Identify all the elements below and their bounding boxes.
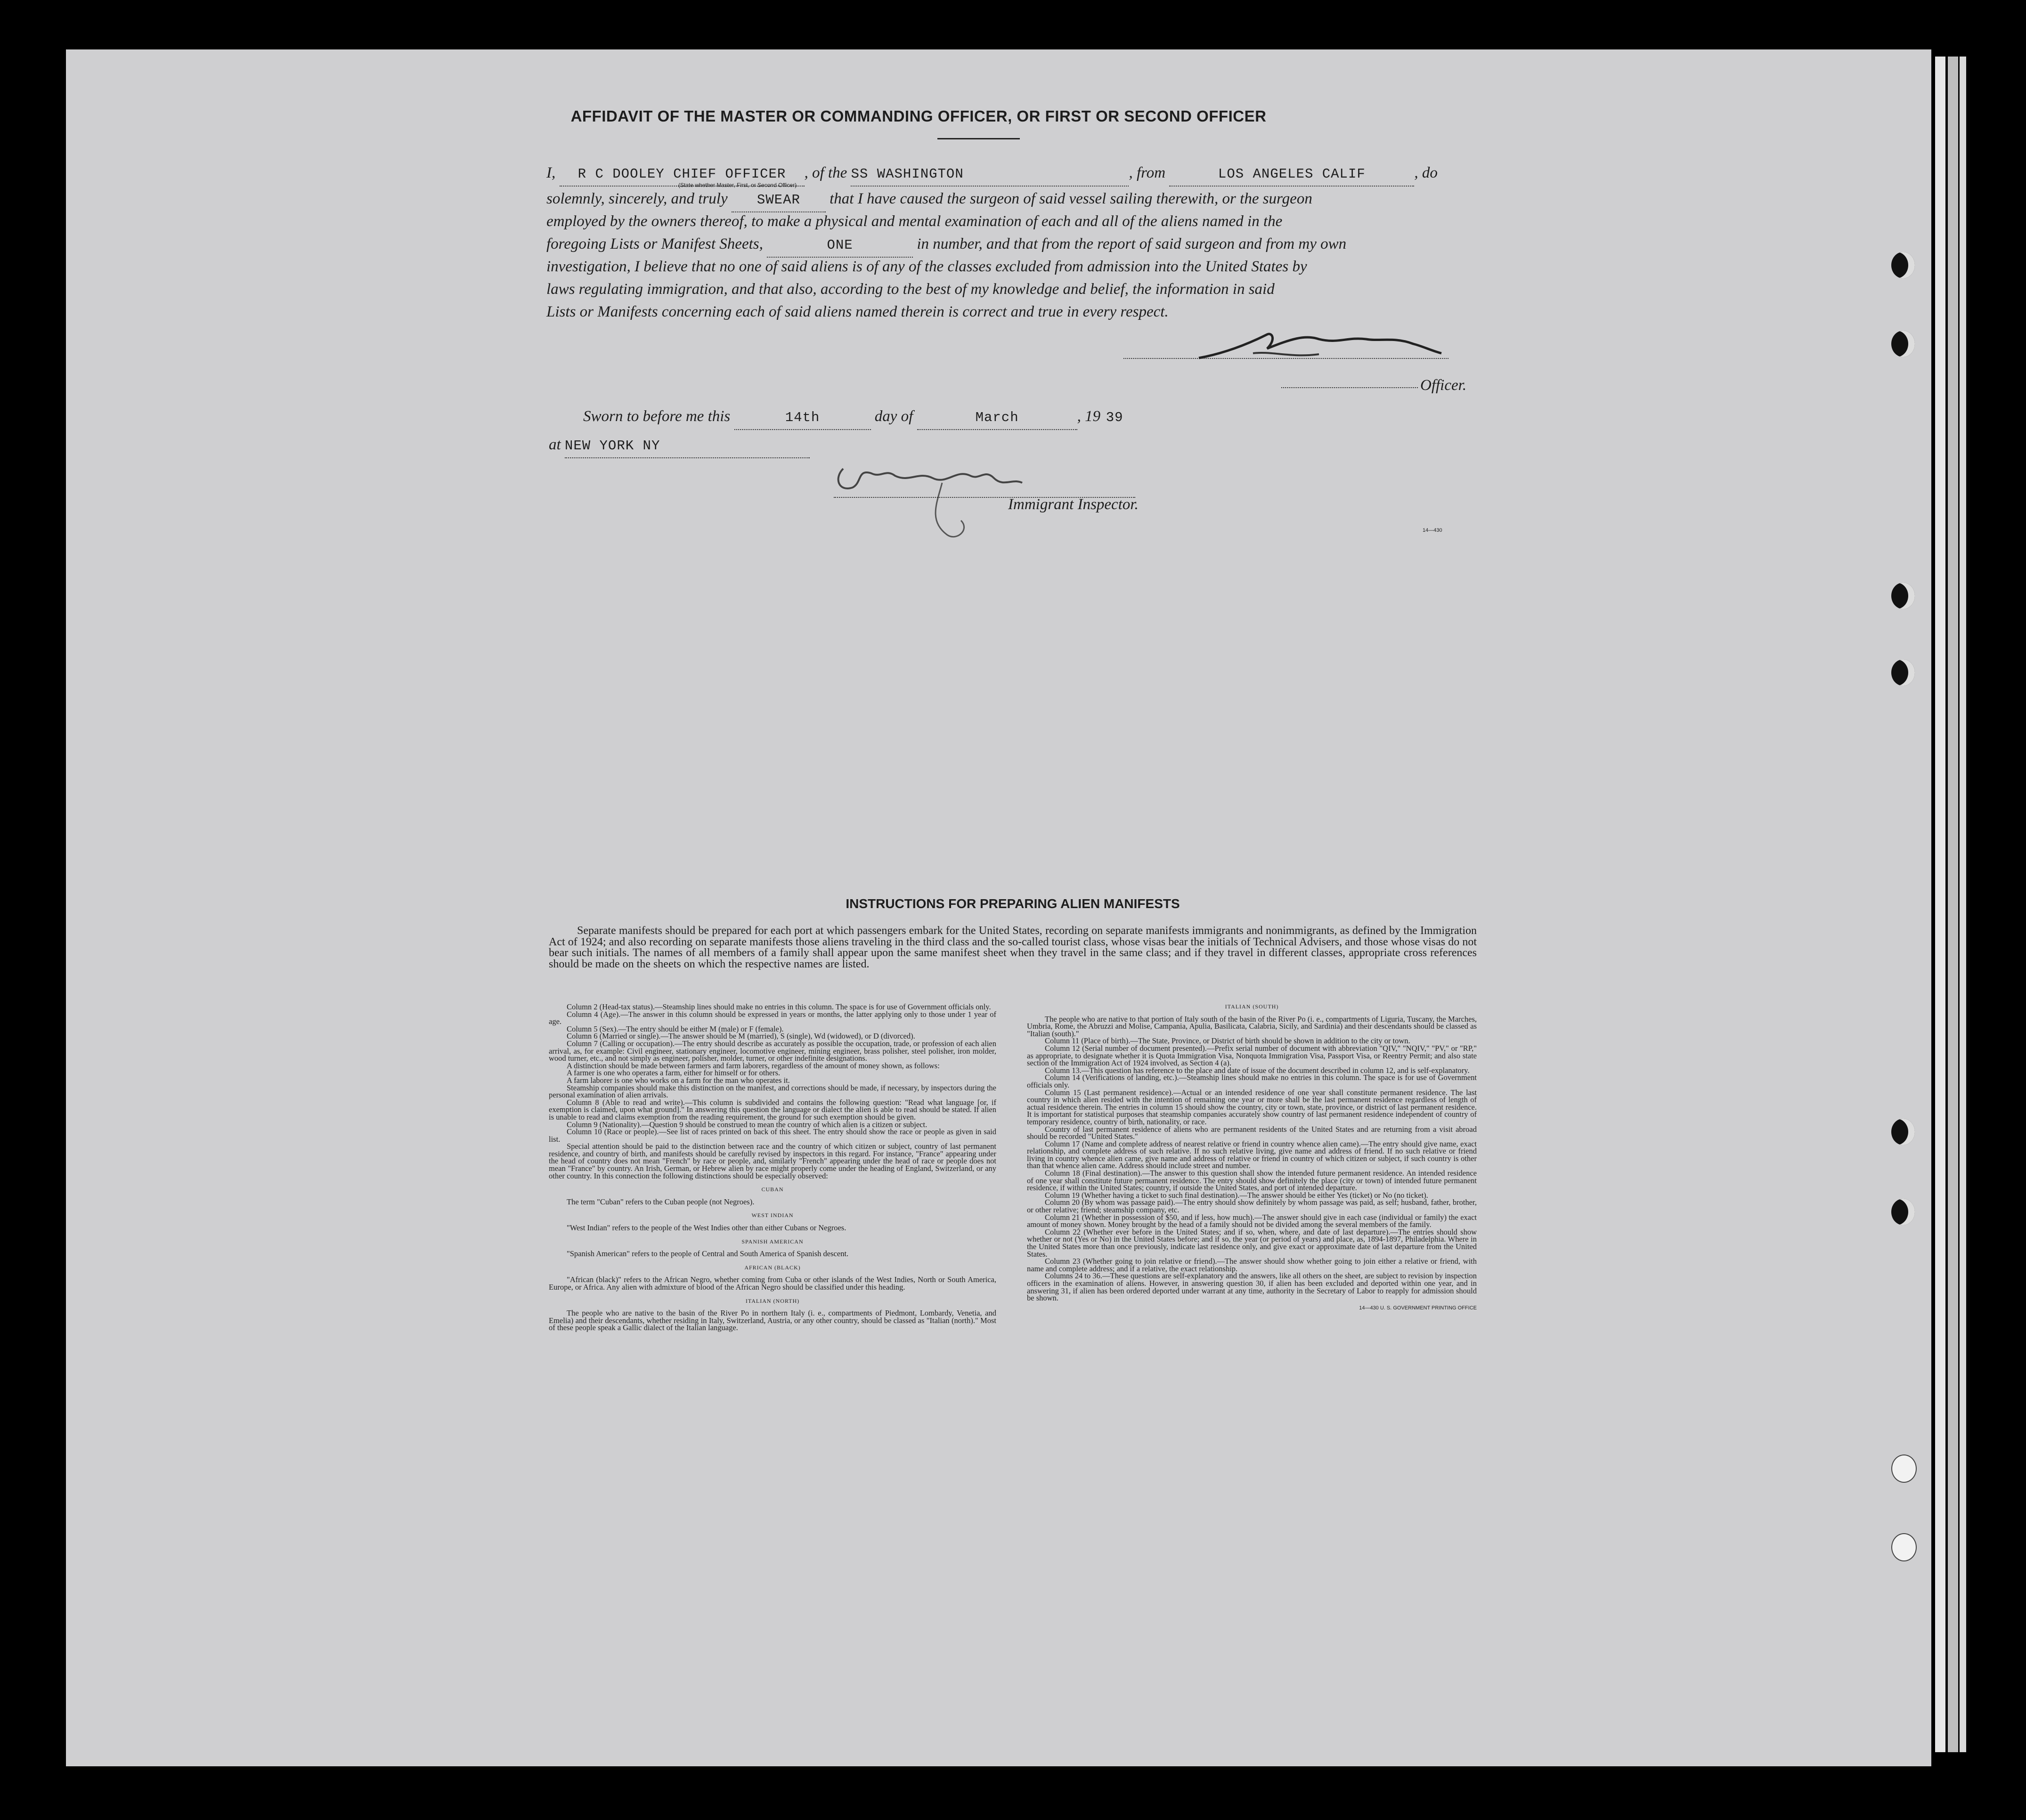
paragraph: Column 20 (By whom was passage paid).—The entry should show definitely by whom passage was paid, as self; husband, father, brother, or other relative; friend; steamship company, etc.: [1027, 1198, 1477, 1215]
affidavit-line: [546, 233, 1346, 258]
vessel-field: SS WASHINGTON: [851, 163, 1129, 187]
instructions-right-column: [1027, 1003, 1477, 1312]
inspector-signature: [829, 450, 1032, 549]
affidavit-line: employed by the owners thereof, to make a physical and mental examination of each and all of the aliens named in the: [546, 213, 1283, 230]
printing-office-footer: 14—430 U. S. GOVERNMENT PRINTING OFFICE: [1359, 1305, 1477, 1311]
text: that I have caused the surgeon of said vessel sailing therewith, or the surgeon: [830, 190, 1312, 207]
section-heading: SPANISH AMERICAN: [741, 1238, 804, 1245]
officer-name-field: R C DOOLEY CHIEF OFFICER: [560, 163, 805, 187]
page-edge: [1948, 57, 1958, 1752]
text: , do: [1414, 164, 1438, 181]
paragraph: Column 13.—This question has reference to the place and date of issue of the document described in column 12, and is self-explanatory.: [1045, 1065, 1470, 1075]
paragraph: Column 14 (Verifications of landing, etc.).—Steamship lines should make no entries in this column. The space is for use of Government officials only.: [1027, 1073, 1477, 1089]
text: solemnly, sincerely, and truly: [546, 190, 728, 207]
punch-hole: [1891, 1454, 1917, 1483]
section-heading: CUBAN: [761, 1186, 784, 1193]
instructions-intro: Separate manifests should be prepared for each port at which passengers embark for the United States, recording on separate manifests immigrants and nonimmigrants, as defined by the Immigration Act of 1924; and also recording on separate manifests those aliens traveling in the third class and the so-called tourist class, whose visas bear the initials of Technical Advisers, and those whose visas do not bear such initials. The names of all members of a family shall appear upon the same manifest sheet when they travel in the same class; and if they travel in different classes, appropriate cross references should be made on the sheets on which the respective names are listed.: [549, 925, 1477, 970]
paragraph: Columns 24 to 36.—These questions are self-explanatory and the answers, like all others on the sheet, are subject to revision by inspection officers in the examination of aliens. However, in answering question 30, if alien has been excluded and deported within one year, and in answering 31, if alien has been ordered deported under warrant at any time, authority in the Secretary of Labor to reapply for admission should be shown.: [1027, 1271, 1477, 1303]
paragraph: Column 10 (Race or people).—See list of races printed on back of this sheet. The entry should show the race or people as given in said list.: [549, 1127, 996, 1144]
punch-hole: [1891, 583, 1915, 609]
text: Sworn to before me this: [583, 408, 731, 425]
paragraph: Column 4 (Age).—The answer in this column should be expressed in years or months, the latter applying only to those under 1 year of age.: [549, 1009, 996, 1026]
officer-label: Officer.: [1420, 377, 1467, 394]
oath-field: SWEAR: [732, 189, 826, 212]
paragraph: The people who are native to the basin of the River Po in northern Italy (i. e., compartments of Piedmont, Lombardy, Venetia, and Emelia) and their descendants, whether residing in Italy, Switzerland, Austria, or any other country, should be classed as "Italian (north)." Most of these people speak a Gallic dialect of the Italian language.: [549, 1308, 996, 1332]
count-field: ONE: [767, 234, 913, 258]
punch-hole: [1891, 252, 1915, 278]
port-field: LOS ANGELES CALIF: [1169, 163, 1414, 187]
page-edge: [1935, 57, 1945, 1752]
paragraph: Column 9 (Nationality).—Question 9 should be construed to mean the country of which alien is a citizen or subject.: [567, 1120, 928, 1129]
paragraph: Column 21 (Whether in possession of $50, and if less, how much).—The answer should give in each case (individual or family) the exact amount of money shown. Money brought by the head of a family should not be divided among the several members of the family.: [1027, 1212, 1477, 1229]
text: foregoing Lists or Manifest Sheets,: [546, 236, 763, 252]
affidavit-line: laws regulating immigration, and that also, according to the best of my knowledge and belief, the information in said: [546, 281, 1275, 298]
section-heading: ITALIAN (SOUTH): [1225, 1003, 1279, 1010]
section-heading: WEST INDIAN: [751, 1212, 794, 1219]
punch-hole: [1891, 1533, 1917, 1561]
paragraph: Column 18 (Final destination).—The answer to this question shall show the intended future permanent residence. An intended residence of one year shall constitute future permanent residence. The entry should show definitely the place (city or town) of intended future permanent residence, if within the United States; country, if outside the United States, and port of intended departure.: [1027, 1169, 1477, 1193]
paragraph: Column 22 (Whether ever before in the United States; and if so, when, where, and date of last departure).—The entries should show whether or not (Yes or No) in the United States before; and if so, the year (or period of years) and place, as, 1894-1897, Philadelphia. Where in the United States more than once previously, indicate last residence only, and give exact or approximate date of last departure from the United States.: [1027, 1227, 1477, 1259]
punch-hole: [1891, 1119, 1915, 1145]
sworn-line: [583, 405, 1129, 430]
paragraph: A distinction should be made between farmers and farm laborers, regardless of the amount of money shown, as follows:: [567, 1061, 940, 1070]
officer-title-line: [1281, 387, 1418, 388]
paragraph: "West Indian" refers to the people of the West Indies other than either Cubans or Negroes.: [567, 1223, 846, 1233]
form-code: 14—430: [1423, 528, 1442, 533]
title-rule: [937, 138, 1020, 139]
month-field: March: [917, 406, 1077, 430]
instructions-title: INSTRUCTIONS FOR PREPARING ALIEN MANIFESTS: [846, 896, 1180, 911]
paragraph: The term "Cuban" refers to the Cuban people (not Negroes).: [567, 1197, 755, 1206]
text: , of the: [804, 164, 847, 181]
section-heading: AFRICAN (BLACK): [744, 1264, 801, 1271]
affidavit-title: AFFIDAVIT OF THE MASTER OR COMMANDING OFFICER, OR FIRST OR SECOND OFFICER: [570, 107, 1267, 125]
paragraph: A farm laborer is one who works on a farm for the man who operates it.: [567, 1075, 790, 1085]
paragraph: Column 12 (Serial number of document presented).—Prefix serial number of document with abbreviation "QIV," "NQIV," "PV," or "RP," as appropriate, to designate whether it is Quota Immigration Visa, Nonquota Immigration Visa, Passport Visa, or Reentry Permit; and also state section of the Immigration Act of 1924 involved, as Section 4 (a).: [1027, 1043, 1477, 1068]
paragraph: Steamship companies should make this distinction on the manifest, and corrections should be made, if necessary, by inspectors during the personal examination of alien arrivals.: [549, 1083, 996, 1100]
text: in number, and that from the report of said surgeon and from my own: [917, 236, 1347, 252]
place-line: [549, 433, 810, 458]
paragraph: Column 8 (Able to read and write).—This column is subdivided and contains the following question: "Read what language [or, if exemption is claimed, upon what ground]." In answering this question the language or dialect the alien is able to read should be stated. If alien is unable to read and claims exemption from the reading requirement, the ground for such exemption should be given.: [549, 1097, 996, 1121]
paragraph: Column 15 (Last permanent residence).—Actual or an intended residence of one year shall constitute permanent residence. The last country in which alien resided with the intention of remaining one year or more shall be the last permanent residence regardless of length of actual residence therein. The entries in column 15 should show the country, city or town, state, province, or district of last permanent residence. It is important for statistical purposes that steamship companies accurately show country of last permanent residence independent of country of temporary residence, country of birth, nationality, or race.: [1027, 1088, 1477, 1126]
paragraph: Column 11 (Place of birth).—The State, Province, or District of birth should be shown in addition to the city or town.: [1045, 1036, 1410, 1046]
paragraph: Special attention should be paid to the distinction between race and the country of which citizen or subject, country of last permanent residence, and country of birth, and manifests should be carefully revised by inspectors in this regard. For instance, "France" appearing under the head of country does not mean "French" by race or people, and, similarly "French" appearing under the head of race or people does not mean "France" by country. An Irish, German, or Hebrew alien by race might properly come under the heading of England, Switzerland, or any other country. In this connection the following distinctions should be especially observed:: [549, 1142, 996, 1180]
paragraph: The people who are native to that portion of Italy south of the basin of the River Po (i. e., compartments of Liguria, Tuscany, the Marches, Umbria, Rome, the Abruzzi and Molise, Campania, Apulia, Basilicata, Calabria, Sicily, and Sardinia) and their descendants should be classed as "Italian (south).": [1027, 1014, 1477, 1038]
affidavit-line: Lists or Manifests concerning each of said aliens named therein is correct and true in every respect.: [546, 303, 1169, 320]
text: day of: [874, 408, 913, 425]
punch-hole: [1891, 1199, 1915, 1225]
text: , 19: [1077, 408, 1101, 425]
paragraph: Column 6 (Married or single).—The answer should be M (married), S (single), Wd (widowed), or D (divorced).: [567, 1032, 915, 1041]
text: I,: [546, 164, 556, 181]
paragraph: "Spanish American" refers to the people of Central and South America of Spanish descent.: [567, 1249, 849, 1259]
paragraph: Column 5 (Sex).—The entry should be either M (male) or F (female).: [567, 1024, 784, 1033]
paragraph: Column 2 (Head-tax status).—Steamship lines should make no entries in this column. The space is for use of Government officials only.: [567, 1002, 991, 1011]
paragraph: A farmer is one who operates a farm, either for himself or for others.: [567, 1068, 781, 1078]
officer-signature: [1196, 325, 1446, 367]
text: at: [549, 436, 561, 453]
day-field: 14th: [734, 406, 871, 430]
section-heading: ITALIAN (NORTH): [745, 1297, 800, 1304]
affidavit-line: investigation, I believe that no one of said aliens is of any of the classes excluded from admission into the United States by: [546, 258, 1307, 275]
paragraph: Country of last permanent residence of aliens who are permanent residents of the United States and are returning from a visit abroad should be recorded "United States.": [1027, 1124, 1477, 1141]
paragraph: "African (black)" refers to the African Negro, whether coming from Cuba or other islands of the West Indies, North or South America, Europe, or Africa. Any alien with admixture of blood of the African Negro should be classified under this heading.: [549, 1275, 996, 1292]
year-field: 39: [1106, 410, 1123, 425]
place-field: NEW YORK NY: [565, 435, 810, 458]
paragraph: Column 17 (Name and complete address of nearest relative or friend in country whence alien came).—The entry should give name, exact relationship, and complete address of such relative. If no such relative living, give name and address of friend. If no such relative or friend living in country whence alien came, give name and address of relative or friend in country of which citizen or subject, if such country is other than that whence alien came. Address should include street and number.: [1027, 1139, 1477, 1170]
paragraph: Column 19 (Whether having a ticket to such final destination).—The answer should be either Yes (ticket) or No (no ticket).: [1045, 1190, 1428, 1200]
punch-hole: [1891, 659, 1915, 686]
page-edge: [1960, 57, 1966, 1752]
instructions-left-column: [549, 1003, 996, 1332]
paragraph: Column 23 (Whether going to join relative or friend).—The answer should show whether going to join either a relative or friend, with name and complete address; and if a relative, the exact relationship.: [1027, 1257, 1477, 1273]
text: , from: [1129, 164, 1166, 181]
punch-hole: [1891, 331, 1915, 357]
paragraph: Column 7 (Calling or occupation).—The entry should describe as accurately as possible the occupation, trade, or profession of each alien arrival, as, for example: Civil engineer, stationary engineer, locomotive engineer, mining engineer, brass polisher, steel polisher, iron molder, wood turner, etc., and not simply as engineer, polisher, molder, turner, or other indefinite designations.: [549, 1039, 996, 1063]
inspector-label: Immigrant Inspector.: [1008, 496, 1139, 513]
officer-note: (State whether Master, First, or Second Officer): [678, 182, 797, 188]
affidavit-line: [546, 187, 1312, 212]
